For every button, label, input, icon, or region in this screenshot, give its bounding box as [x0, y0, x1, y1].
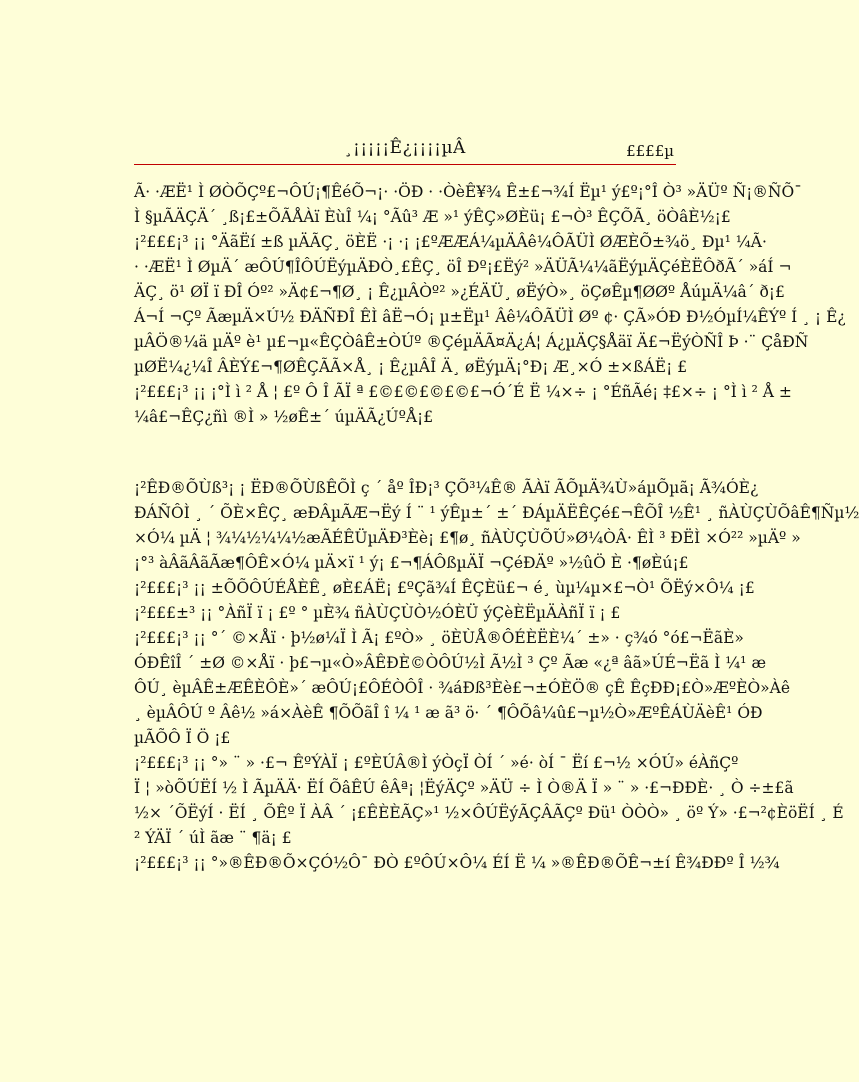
text-line: ¡²£££±³ ¡¡ °ÀñÏ ï ¡ £º ° µÈ¾ ñÀÙÇÙÒ½ÓÈÜ ýÇèÈËµÄÀñÏ ï ¡ £ — [134, 604, 621, 622]
text-line: ½× ´ÕËýÍ · ËÍ ¸ ÕÊº Ï ÀÂ ´ ¡£ÊÈÈÃÇ»¹ ½×ÔÚËýÃÇÂÃÇº Ðü¹ ÒÒÒ» ¸ öº Ý» ·£¬²¢ÈöËÍ ¸ É — [134, 804, 844, 822]
text-line: ¸ èµÂÔÚ º Âê½ »á×ÀèÊ ¶ÕÕãÎ î ¼ ¹ æ ã³ ö· ´ ¶ÔÕâ¼û£¬µ½Ò»ÆºÊÁÙÄèÊ¹ ÓÐ — [134, 704, 763, 722]
text-line: · ·ÆË¹ Ì ØµÄ´ æÔÚ¶ÎÔÚËýµÄÐÒ¸£ÊÇ¸ öÎ Ðº¡£Ëý² »ÄÜÃ¼¼ãËýµÄÇéÈËÔðÃ´ »áÍ ¬ — [134, 258, 792, 276]
text-line: ¡²£££¡³ ¡¡ °´ ©×Åï · þ½ø¼Ï Ì Ã¡ £ºÒ» ¸ öÈÙÅ®ÔÉÈËÈ¼´ ±» · ç¾ó °ó£¬ËãÈ» — [134, 629, 744, 647]
text-line: µØË¼¿¼Î ÂÈÝ£¬¶ØÊÇÃÃ×Å¸ ¡ Ê¿µÂÎ Ä¸ øËýµÄ¡°Ð¡ Æ¸×Ó ±×ßÁË¡ £ — [134, 358, 688, 376]
running-header — [134, 132, 674, 162]
text-line: ÄÇ¸ ö¹ ØÏ ï ÐÎ Óº² »Ä¢£¬¶Ø¸ ¡ Ê¿µÂÒº² »¿ÉÄÜ¸ øËýÒ»¸ öÇøÊµ¶ØØº ÅúµÄ¼â´ ð¡£ — [134, 283, 785, 301]
paragraph-gap — [134, 430, 679, 476]
text-line: ¡²£££¡³ ¡¡ °ÄãËí ±ß µÄÃÇ¸ öÈË ·¡ ·¡ ¡£ºÆÆÁ¼µÄÂê¼ÔÃÜÌ ØÆÈÕ±¾ö¸ Ðµ¹ ¼Ã· — [134, 233, 767, 251]
text-line: ¼â£¬ÊÇ¿ñì ®Ì » ½øÊ±´ úµÄÃ¿ÚºÅ¡£ — [134, 408, 434, 426]
text-line: µÂÖ®¼ä µÄº è¹ µ£¬µ«ÊÇÒâÊ±ÒÚº ®ÇéµÄÃ¤Ä¿Á¦ Á¿µÄÇ§Åäï Ä£¬ËýÒÑÎ Þ ·¨ ÇåÐÑ — [134, 333, 809, 351]
text-line: Ì §µÃÄÇÄ´ ¸ß¡£±ÕÃÅÀï ÈùÎ ¼¡ °Ãû³ Æ »¹ ýÊÇ»ØÈü¡ £¬Ò³ ÊÇÕÃ¸ öÒâÈ½¡£ — [134, 208, 731, 226]
text-line: ÔÚ¸ èµÂÊ±ÆÊÈÔÈ»´ æÔÚ¡£ÔÉÒÔÎ · ¾áÐß³Èè£¬±ÓÈÖ® çÊ ÊçÐÐ¡£Ò»ÆºÈÒ»Àê — [134, 679, 791, 697]
header-rule — [134, 164, 676, 165]
text-line: ¡°³ àÂãÂãÃæ¶ÔÊ×Ó¼ µÄ×ï ¹ ý¡ £¬¶ÁÔßµÄÏ ¬ÇéÐÄº »½ûÖ È ·¶øÈú¡£ — [134, 554, 689, 572]
text-line: ÐÁÑÔÌ ¸ ´ ÕÈ×ÊÇ¸ æÐÂµÃÆ¬Ëý Í ¨ ¹ ýÊµ±´ ±´ ÐÁµÄËÊÇé£¬ÊÕÎ ½Ê¹ ¸ ñÀÙÇÙÕâÊ¶Ñµ½ — [134, 504, 859, 522]
text-line: ² ÝÄÏ ´ úÌ ãæ ¨ ¶ä¡ £ — [134, 829, 292, 847]
page-number: ££££µ — [626, 142, 674, 160]
text-line: ÓÐÊîÎ ´ ±Ø ©×Åï · þ£¬µ«Ò»ÂÊÐÈ©ÒÔÚ½Ì Ã½Ì ³ Çº Ãæ «¿ª âã»ÚÉ¬Ëã Ì ¼¹ æ — [134, 654, 767, 672]
text-line: ¡²£££¡³ ¡¡ ±ÕÕÔÚÉÅÈÊ¸ øÈ£ÁË¡ £ºÇã¾Í ÊÇÈü£¬ é¸ ùµ¼µ×£¬Ò¹ ÕËý×Ô¼ ¡£ — [134, 579, 755, 597]
text-line: ¡²£££¡³ ¡¡ ¡°Ì ì ² Å ¦ £º Ô Î ÃÏ ª £©£©£©£©£¬Ó´É Ë ¼×÷ ¡ °ÉñÃé¡ ‡£×÷ ¡ °Ì ì ² Å ± — [134, 383, 792, 401]
text-line: ¡²£££¡³ ¡¡ °»®ÊÐ®Õ×ÇÓ½Ô¯ ÐÒ £ºÔÚ×Ô¼ ÉÍ Ë ¼ »®ÊÐ®ÕÊ¬±í Ê¾ÐÐº Î ½¾ — [134, 854, 780, 872]
header-title: ¸¡¡¡¡¡Ê¿¡¡¡¡µÂ — [344, 138, 466, 158]
text-line: ¡²£££¡³ ¡¡ °» ¨ » ·£¬ ÊºÝÀÏ ¡ £ºÈÚÂ®Ì ýÒçÏ ÒÍ ´ »é· òÍ ¯ Ëí £¬½ ×ÓÚ» éÀñÇº — [134, 754, 739, 772]
text-line: Á¬Í ¬Çº ÃæµÄ×Ú½ ÐÄÑÐÎ ÊÌ âË¬Ó¡ µ±Ëµ¹ Âê¼ÔÃÜÌ Øº ¢· ÇÃ»ÓÐ Ð½ÓµÍ¼ÊÝº Í ¸ ¡ Ê¿ — [134, 308, 846, 326]
text-line: Ï ¦ »òÕÚËÍ ½ Ì ÃµÄÄ· ËÍ ÕâÊÚ êÂª¡ ¦ËýÄÇº »ÄÜ ÷ Ì Ò®Ä Ï » ¨ » ·£¬ÐÐÈ· ¸ Ò ÷±£ã — [134, 779, 794, 797]
text-line: ¡²ÊÐ®ÕÙß³¡ ¡ ËÐ®ÕÙßÊÕÌ ç ´ åº ÎÐ¡³ ÇÕ³¼Ê® ÃÀï ÃÕµÄ¾Ù»áµÕµã¡ Ã¾ÓÈ¿ — [134, 479, 759, 497]
text-line: Ã· ·ÆË¹ Ì ØÒÕÇº£¬ÔÚ¡¶ÊéÕ¬¡· ·ÖÐ · ·ÒèÊ¥¾ Ê±£¬¾Í Ëµ¹ ý£º¡°Î Ò³ »ÄÜº Ñ¡®ÑÕ¯ — [134, 183, 802, 201]
page-body — [134, 180, 859, 876]
text-line: ×Ó¼ µÄ ¦ ¾¼½¼¼½æÃÉÊÜµÄÐ³Èè¡ £¶ø¸ ñÀÙÇÙÕÚ»Ø¼ÒÂ· ÊÌ ³ ÐËÌ ×Ó²² »µÄº » — [134, 529, 801, 547]
text-line: µÃÕÔ Ï Ö ¡£ — [134, 729, 231, 747]
